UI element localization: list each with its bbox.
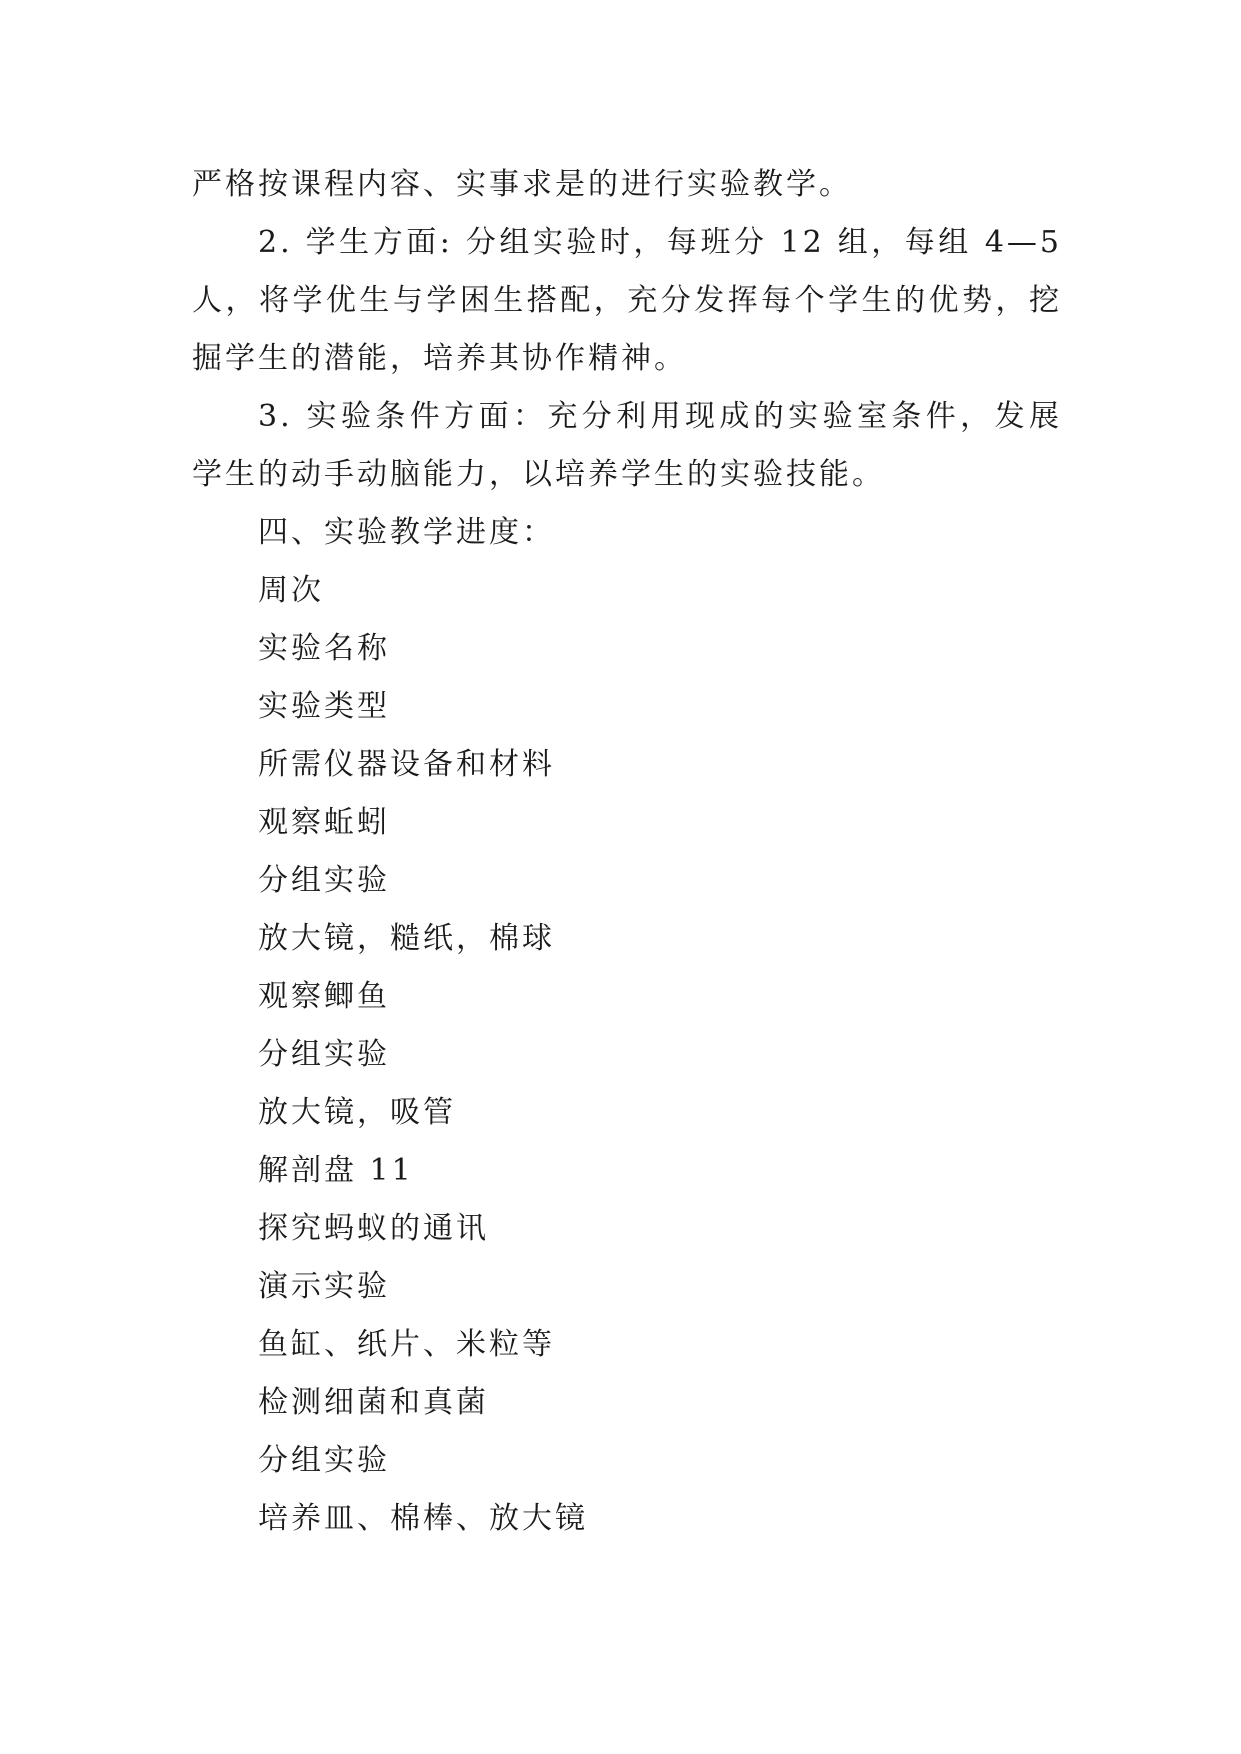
section-heading-schedule: 四、实验教学进度： bbox=[258, 515, 555, 550]
paragraph-continuation: 严格按课程内容、实事求是的进行实验教学。 bbox=[192, 167, 852, 202]
paragraph-student-aspect: 2. 学生方面: 分组实验时，每班分 12 组，每组 4—5 人，将学优生与学困生搭配，充分发挥每个学生的优势，挖掘学生的潜能，培养其协作精神。 bbox=[192, 225, 1062, 376]
list-item: 分组实验 bbox=[258, 1443, 390, 1478]
list-item: 周次 bbox=[258, 573, 324, 608]
list-item: 实验类型 bbox=[258, 689, 390, 724]
list-item: 放大镜，吸管 bbox=[258, 1095, 456, 1130]
list-item: 放大镜，糙纸，棉球 bbox=[258, 921, 555, 956]
list-item: 分组实验 bbox=[258, 1037, 390, 1072]
list-item: 所需仪器设备和材料 bbox=[258, 747, 555, 782]
document-body bbox=[192, 156, 1062, 1548]
list-item: 解剖盘 11 bbox=[258, 1153, 414, 1188]
list-item: 演示实验 bbox=[258, 1269, 390, 1304]
list-item: 鱼缸、纸片、米粒等 bbox=[258, 1327, 555, 1362]
schedule-list bbox=[192, 504, 1062, 1548]
list-item: 观察蚯蚓 bbox=[258, 805, 390, 840]
list-item: 观察鲫鱼 bbox=[258, 979, 390, 1014]
list-item: 培养皿、棉棒、放大镜 bbox=[258, 1501, 588, 1536]
list-item: 检测细菌和真菌 bbox=[258, 1385, 489, 1420]
list-item: 分组实验 bbox=[258, 863, 390, 898]
paragraph-lab-conditions: 3. 实验条件方面：充分利用现成的实验室条件，发展学生的动手动脑能力，以培养学生的实验技能。 bbox=[192, 399, 1062, 492]
list-item: 实验名称 bbox=[258, 631, 390, 666]
list-item: 探究蚂蚁的通讯 bbox=[258, 1211, 489, 1246]
